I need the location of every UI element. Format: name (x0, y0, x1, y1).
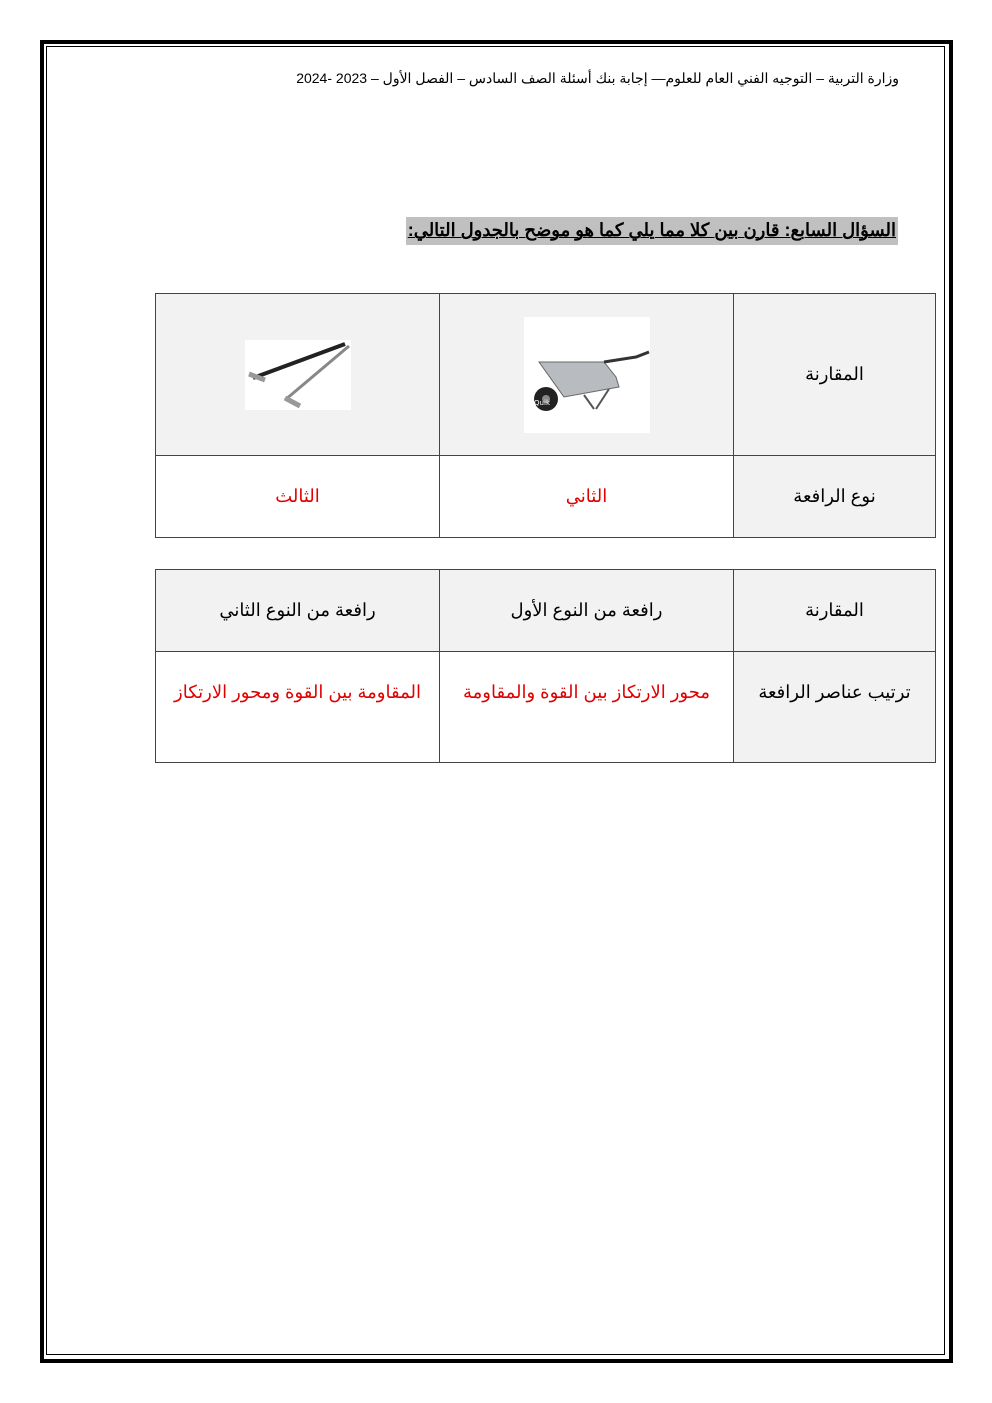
answer-cell: الثالث (156, 456, 440, 538)
comparison-label (734, 294, 936, 456)
wheelbarrow-cell (440, 294, 734, 456)
lever-order-table (155, 569, 936, 763)
table-row (156, 456, 936, 538)
page-header: وزارة التربية – التوجيه الفني العام للعلوم— إجابة بنك أسئلة الصف السادس – الفصل الأول – 2023 -2024 (296, 70, 899, 86)
table-row (156, 294, 936, 456)
tongs-cell (156, 294, 440, 456)
answer-cell: محور الارتكاز بين القوة والمقاومة (440, 652, 734, 763)
table-row (156, 570, 936, 652)
cell-text: نوع الرافعة (793, 486, 876, 506)
answer-cell: الثاني (440, 456, 734, 538)
table-row (156, 652, 936, 763)
tongs-image (245, 340, 351, 410)
lever-type-label (734, 456, 936, 538)
column-header: رافعة من النوع الأول (440, 570, 734, 652)
question-title: السؤال السابع: قارن بين كلا مما يلي كما هو موضح بالجدول التالي: (406, 217, 898, 245)
order-label: ترتيب عناصر الرافعة (734, 652, 936, 763)
comparison-label: المقارنة (734, 570, 936, 652)
answer-cell: المقاومة بين القوة ومحور الارتكاز (156, 652, 440, 763)
wheelbarrow-image (524, 317, 650, 433)
svg-text:Quik: Quik (533, 398, 550, 407)
lever-type-table (155, 293, 936, 538)
cell-text: المقارنة (805, 364, 864, 384)
column-header: رافعة من النوع الثاني (156, 570, 440, 652)
